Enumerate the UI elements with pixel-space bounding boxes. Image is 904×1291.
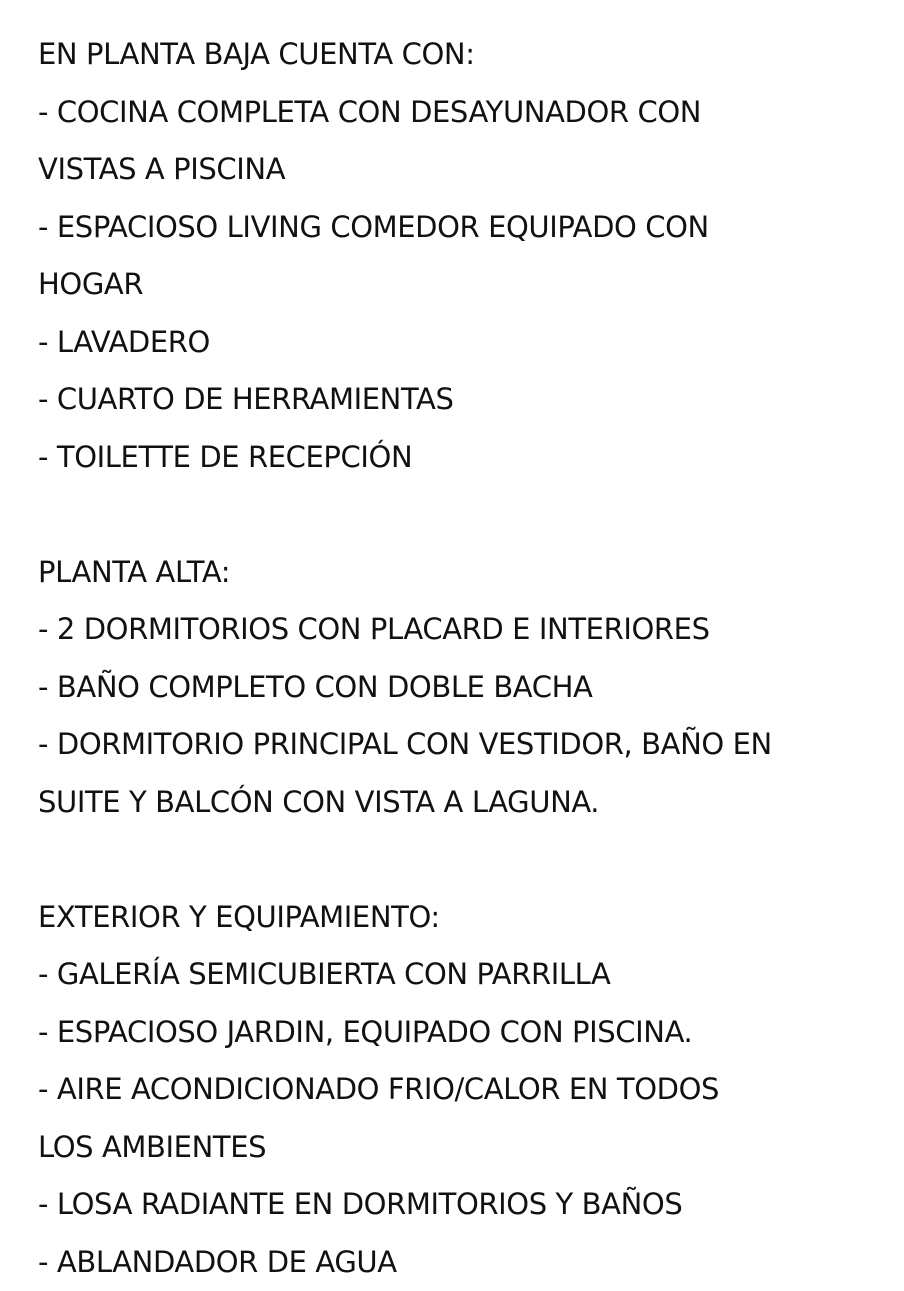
list-item: - CUARTO DE HERRAMIENTAS xyxy=(38,371,888,429)
list-item: - 2 DORMITORIOS CON PLACARD E INTERIORES xyxy=(38,601,888,659)
list-item: - BAÑO COMPLETO CON DOBLE BACHA xyxy=(38,659,888,717)
list-item: - ABLANDADOR DE AGUA xyxy=(38,1234,888,1291)
list-item: - COCINA COMPLETA CON DESAYUNADOR CON xyxy=(38,84,888,142)
list-item: - ESPACIOSO JARDIN, EQUIPADO CON PISCINA. xyxy=(38,1004,888,1062)
list-item-continuation: SUITE Y BALCÓN CON VISTA A LAGUNA. xyxy=(38,774,888,832)
list-item: - DORMITORIO PRINCIPAL CON VESTIDOR, BAÑO EN xyxy=(38,716,888,774)
section-spacer xyxy=(38,831,888,889)
list-item-continuation: VISTAS A PISCINA xyxy=(38,141,888,199)
section-heading-planta-baja: EN PLANTA BAJA CUENTA CON: xyxy=(38,26,888,84)
list-item: - AIRE ACONDICIONADO FRIO/CALOR EN TODOS xyxy=(38,1061,888,1119)
list-item: - GALERÍA SEMICUBIERTA CON PARRILLA xyxy=(38,946,888,1004)
list-item: - ESPACIOSO LIVING COMEDOR EQUIPADO CON xyxy=(38,199,888,257)
list-item: - LAVADERO xyxy=(38,314,888,372)
list-item-continuation: LOS AMBIENTES xyxy=(38,1119,888,1177)
list-item: - LOSA RADIANTE EN DORMITORIOS Y BAÑOS xyxy=(38,1176,888,1234)
section-heading-planta-alta: PLANTA ALTA: xyxy=(38,544,888,602)
list-item-continuation: HOGAR xyxy=(38,256,888,314)
section-spacer xyxy=(38,486,888,544)
section-heading-exterior: EXTERIOR Y EQUIPAMIENTO: xyxy=(38,889,888,947)
list-item: - TOILETTE DE RECEPCIÓN xyxy=(38,429,888,487)
document-body xyxy=(38,26,888,1291)
